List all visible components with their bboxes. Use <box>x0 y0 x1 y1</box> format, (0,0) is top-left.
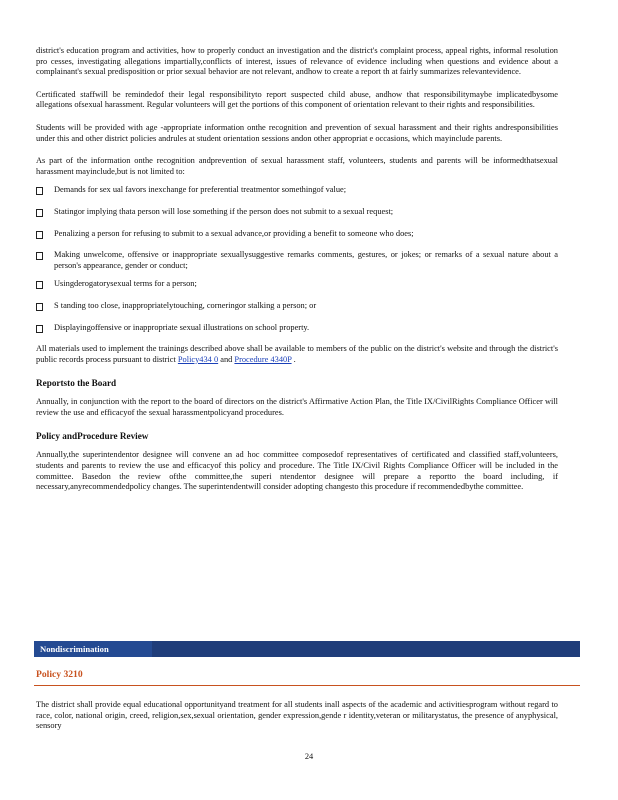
harassment-examples-list <box>36 185 558 336</box>
policy-heading: Policy 3210 <box>36 669 83 680</box>
list-item: Usingderogatorysexual terms for a person; <box>36 279 558 293</box>
paragraph-training-topics: district's education program and activities, how to properly conduct an investigation and the district's complaint process, appeal rights, informal resolution pro cesses, investigating allegations impartially,conflicts of interest, issues of relevance of evidence including when questions and evidence about a complainant's sexual predisposition or prior sexual behavior are not relevant, andhow to create a report th at fairly summarizes relevantevidence. <box>36 46 558 77</box>
bullet-box-icon <box>36 229 54 243</box>
list-item: Penalizing a person for refusing to submit to a sexual advance,or providing a benefit to someone who does; <box>36 229 558 243</box>
review-heading: Policy andProcedure Review <box>36 431 149 442</box>
bullet-box-icon <box>36 207 54 221</box>
procedure-4340p-link[interactable]: Procedure 4340P <box>234 354 292 364</box>
nondiscrimination-body <box>36 700 558 732</box>
heading-rule <box>34 685 580 686</box>
document-body <box>36 46 558 493</box>
paragraph-review: Annually,the superintendentor designee will convene an ad hoc committee composedof representatives of certificated and classified staff,volunteers, students and parents to review the use and efficacyof this policy and procedure. The Title IX/Civil Rights Compliance Officer will be included in the committee. Basedon the review ofthe committee,the superi ntendentor designee will prepare a reportto the board including, if necessary,anyrecommendedpolicy changes. The superintendentwill consider adopting changesto this procedure if recommendedbythe committee. <box>36 450 558 492</box>
section-banner <box>34 641 580 657</box>
list-item: Statingor implying thata person will lose something if the person does not submit to a sexual request; <box>36 207 558 221</box>
list-item: Making unwelcome, offensive or inappropriate sexuallysuggestive remarks comments, gestures, or jokes; or remarks of a sexual nature about a person's appearance, gender or conduct; <box>36 250 558 271</box>
list-item: Demands for sex ual favors inexchange for preferential treatmentor somethingof value; <box>36 185 558 199</box>
policy-4340-link[interactable]: Policy434 0 <box>177 354 219 364</box>
reports-heading: Reportsto the Board <box>36 378 117 389</box>
bullet-box-icon <box>36 323 54 337</box>
page-number: 24 <box>304 752 314 761</box>
paragraph-nondiscrimination: The district shall provide equal educational opportunityand treatment for all students inall aspects of the academic and activitiesprogram without regard to race, color, national origin, creed, religion,sex,sexual orientation, gender expression,gende r identity,veteran or militarystatus, the presence of anyphysical, sensory <box>36 700 558 731</box>
bullet-box-icon <box>36 279 54 293</box>
list-item: Displayingoffensive or inappropriate sexual illustrations on school property. <box>36 323 558 337</box>
paragraph-reports: Annually, in conjunction with the report to the board of directors on the district's Affirmative Action Plan, the Title IX/CivilRights Compliance Officer will review the use and efficacyof the sexual harassmentpolicyand procedures. <box>36 397 558 417</box>
section-banner-title: Nondiscrimination <box>40 644 109 654</box>
paragraph-certificated-staff: Certificated staffwill be remindedof their legal responsibilityto report suspected child abuse, andhow that responsibilitymaybe implicatedbysome allegations ofsexual harassment. Regular volunteers will get the portions of this component of orientation relevant to their rights and responsibilities. <box>36 89 558 110</box>
paragraph-students: Students will be provided with age -appropriate information onthe recognition and prevention of sexual harassment and their rights andresponsibilities under this and other district policies andrules at student orientation sessions andon other appropriat e occasions, which mayinclude parents. <box>36 122 558 143</box>
list-item: S tanding too close, inappropriatelytouching, corneringor stalking a person; or <box>36 301 558 315</box>
paragraph-materials: All materials used to implement the trainings described above shall be available to members of the public on the district's website and through the district's public records process pursuant to district Policy434 0 and Procedure 4340P . <box>36 344 558 364</box>
paragraph-information-intro: As part of the information onthe recognition andprevention of sexual harassment staff, volunteers, students and parents will be informedthatsexual harassment mayinclude,but is not limited to: <box>36 156 558 176</box>
bullet-box-icon <box>36 250 54 271</box>
bullet-box-icon <box>36 301 54 315</box>
bullet-box-icon <box>36 185 54 199</box>
